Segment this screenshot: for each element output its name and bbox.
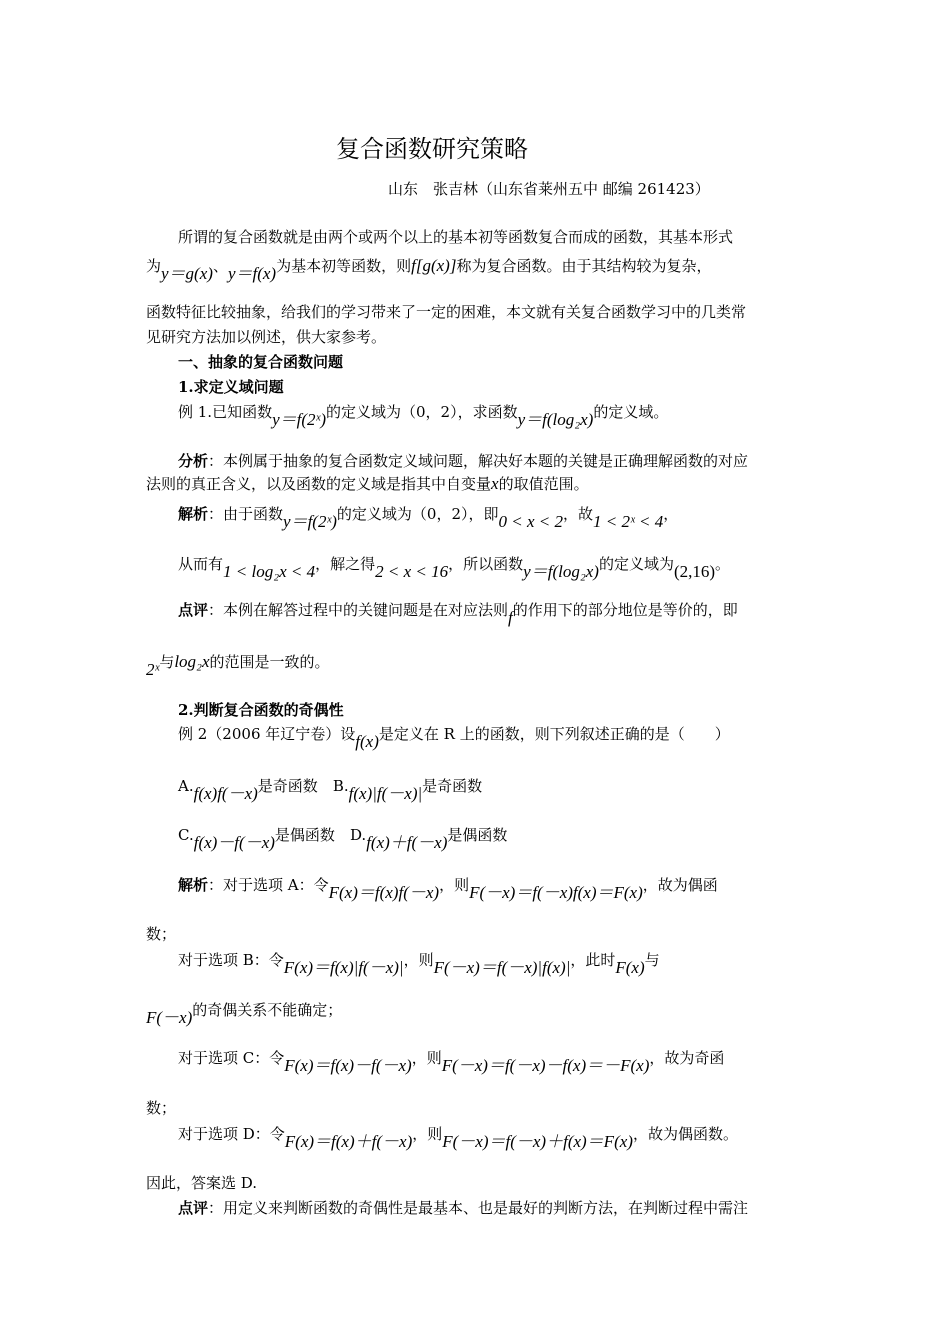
option-text: 是偶函数 xyxy=(274,826,335,844)
option-text: 是奇函数 xyxy=(422,777,483,795)
option-b-label: B. xyxy=(332,777,349,795)
example-2 xyxy=(178,724,730,751)
analysis-text: 的取值范围。 xyxy=(498,475,589,493)
formula-g: y＝g(x) xyxy=(161,264,213,283)
solution-text: ，则 xyxy=(411,1049,442,1067)
solution-text: 对于选项 C：令 xyxy=(178,1049,285,1067)
solution-2-d xyxy=(178,1124,738,1151)
solution-text: ：对于选项 A：令 xyxy=(208,876,329,894)
formula: F(x)＝f(x)|f(－x)| xyxy=(283,958,404,977)
example-1 xyxy=(178,402,669,429)
example-text: 例 2（2006 年辽宁卷）设 xyxy=(178,725,356,743)
options-c-d xyxy=(178,825,508,852)
solution-2-b-end xyxy=(146,1000,343,1027)
subsection-heading-2: 2.判断复合函数的奇偶性 xyxy=(178,701,344,719)
formula: F(－x)＝f(－x)＋f(x)＝F(x) xyxy=(442,1132,633,1151)
solution-2-b xyxy=(178,950,660,977)
formula-f: f xyxy=(508,608,513,627)
solution-text: 的定义域为 xyxy=(598,555,674,573)
solution-text: ，则 xyxy=(412,1125,443,1143)
formula: 1 < 2ˣ < 4 xyxy=(593,512,664,531)
options-a-b xyxy=(178,776,483,803)
comment-text: ：本例在解答过程中的关键问题是在对应法则 xyxy=(208,601,509,619)
solution-text: ， xyxy=(663,505,679,523)
solution-text: ：由于函数 xyxy=(208,505,284,523)
section-heading-1: 一、抽象的复合函数问题 xyxy=(178,353,344,371)
author-line: 山东 张吉林（山东省莱州五中 邮编 261423） xyxy=(388,180,710,198)
formula: f(x)＋f(－x) xyxy=(366,833,448,852)
comment-text: 与 xyxy=(159,653,175,671)
solution-text: 对于选项 D：令 xyxy=(178,1125,285,1143)
solution-text: ，解之得 xyxy=(315,555,376,573)
comment-text: 的范围是一致的。 xyxy=(209,653,330,671)
option-a-label: A. xyxy=(178,777,194,795)
formula: (2,16) xyxy=(673,562,716,581)
comment-1-line-2 xyxy=(146,652,330,679)
comment-2 xyxy=(178,1198,748,1218)
intro-text: 为 xyxy=(146,257,162,275)
formula: 2ˣ xyxy=(146,660,160,679)
intro-text: 称为复合函数。由于其结构较为复杂， xyxy=(456,257,712,275)
analysis-text: 法则的真正含义，以及函数的定义域是指其中自变量 xyxy=(146,475,492,493)
formula: F(－x)＝f(－x)|f(x)| xyxy=(433,958,571,977)
solution-text: ，故为偶函数。 xyxy=(632,1125,738,1143)
solution-text: 的定义域为（0，2），即 xyxy=(336,505,499,523)
formula: F(x)＝f(x)－f(－x) xyxy=(284,1056,412,1075)
solution-text: 从而有 xyxy=(178,555,224,573)
solution-2-c-end: 数； xyxy=(146,1099,177,1117)
formula: 2 < x < 16 xyxy=(375,562,449,581)
solution-text: ，则 xyxy=(439,876,470,894)
formula: F(－x)＝f(－x)f(x)＝F(x) xyxy=(469,883,643,902)
intro-line-2 xyxy=(146,256,712,283)
solution-2-c xyxy=(178,1048,725,1075)
formula: log₂x xyxy=(174,652,210,671)
label-comment: 点评 xyxy=(178,1199,209,1217)
subsection-heading-1: 1.求定义域问题 xyxy=(178,378,284,396)
label-comment: 点评 xyxy=(178,601,209,619)
document-title: 复合函数研究策略 xyxy=(336,135,528,163)
formula-f: y＝f(x) xyxy=(227,264,277,283)
formula: y＝f(2ˣ) xyxy=(283,512,337,531)
example-text: 的定义域。 xyxy=(593,403,669,421)
formula: f(x)－f(－x) xyxy=(193,833,275,852)
solution-text: 的奇偶关系不能确定； xyxy=(192,1001,343,1019)
solution-text: ，则 xyxy=(403,951,434,969)
formula: 1 < log₂x < 4 xyxy=(223,562,316,581)
formula-x: x xyxy=(491,474,499,493)
formula: f(x)|f(－x)| xyxy=(348,784,423,803)
formula: 0 < x < 2 xyxy=(498,512,564,531)
solution-text: 。 xyxy=(715,555,731,573)
formula: f(x)f(－x) xyxy=(193,784,258,803)
example-text: 例 1.已知函数 xyxy=(178,403,273,421)
formula-fg: f[g(x)] xyxy=(411,256,457,275)
intro-line-4: 见研究方法加以例述，供大家参考。 xyxy=(146,328,387,346)
solution-text: 与 xyxy=(644,951,660,969)
label-analysis: 分析 xyxy=(178,452,209,470)
formula: F(x)＝f(x)＋f(－x) xyxy=(284,1132,413,1151)
answer-line: 因此，答案选 D. xyxy=(146,1174,258,1192)
solution-2-a xyxy=(178,875,718,902)
solution-text: ，此时 xyxy=(570,951,616,969)
solution-text: ，故 xyxy=(563,505,594,523)
formula: y＝f(log₂x) xyxy=(523,562,599,581)
option-d-label: D. xyxy=(349,826,367,844)
formula: F(x) xyxy=(615,958,645,977)
formula: y＝f(2ˣ) xyxy=(272,410,326,429)
solution-2-a-end: 数； xyxy=(146,925,177,943)
example-text: 的定义域为（0，2），求函数 xyxy=(325,403,518,421)
intro-line-1: 所谓的复合函数就是由两个或两个以上的基本初等函数复合而成的函数，其基本形式 xyxy=(178,228,734,246)
option-c-label: C. xyxy=(178,826,194,844)
analysis-text: ：本例属于抽象的复合函数定义域问题，解决好本题的关键是正确理解函数的对应 xyxy=(208,452,749,470)
formula: y＝f(log₂x) xyxy=(517,410,594,429)
separator: 、 xyxy=(212,257,228,275)
solution-1-line-2 xyxy=(178,554,731,581)
analysis-1-line-2 xyxy=(146,474,589,494)
example-text: 是定义在 R 上的函数，则下列叙述正确的是（ ） xyxy=(378,725,730,743)
solution-text: 对于选项 B：令 xyxy=(178,951,284,969)
solution-1-line-1 xyxy=(178,504,679,531)
option-text: 是奇函数 xyxy=(257,777,318,795)
formula: F(－x)＝f(－x)－f(x)＝－F(x) xyxy=(441,1056,650,1075)
label-solution: 解析 xyxy=(178,505,209,523)
analysis-1-line-1 xyxy=(178,451,748,471)
formula: f(x) xyxy=(355,732,379,751)
comment-1-line-1 xyxy=(178,600,738,627)
option-text: 是偶函数 xyxy=(447,826,508,844)
label-solution: 解析 xyxy=(178,876,209,894)
formula: F(－x) xyxy=(146,1008,193,1027)
formula: F(x)＝f(x)f(－x) xyxy=(328,883,440,902)
intro-line-3: 函数特征比较抽象，给我们的学习带来了一定的困难，本文就有关复合函数学习中的几类常 xyxy=(146,303,747,321)
intro-text: 为基本初等函数，则 xyxy=(276,257,412,275)
solution-text: ，故为偶函 xyxy=(642,876,718,894)
solution-text: ，所以函数 xyxy=(448,555,524,573)
comment-text: 的作用下的部分地位是等价的，即 xyxy=(512,601,738,619)
solution-text: ，故为奇函 xyxy=(649,1049,725,1067)
comment-text: ：用定义来判断函数的奇偶性是最基本、也是最好的判断方法，在判断过程中需注 xyxy=(208,1199,749,1217)
